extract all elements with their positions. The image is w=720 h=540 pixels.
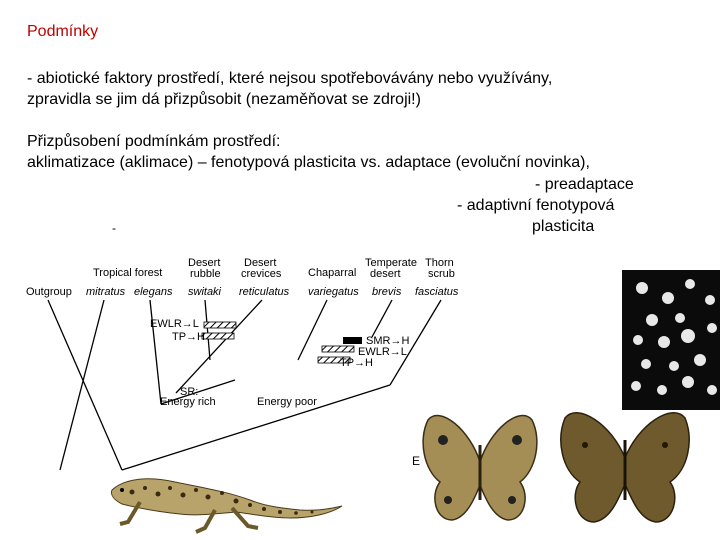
butterfly-dark-illustration <box>561 413 689 522</box>
habitat-label: Chaparral <box>308 267 357 279</box>
taxon-switaki: switaki <box>188 286 222 298</box>
stray-mark: - <box>112 221 116 235</box>
trait-bar-hatched <box>202 333 234 339</box>
habitat-tropical-forest <box>93 267 162 279</box>
energy-rich-label: Energy rich <box>160 396 216 408</box>
taxon-fasciatus: fasciatus <box>415 286 459 298</box>
list-item-adaptive-plasticity: - adaptivní fenotypová <box>457 197 615 214</box>
taxon-outgroup: Outgroup <box>26 286 72 298</box>
taxon-mitratus: mitratus <box>86 286 126 298</box>
slide-title: Podmínky <box>27 23 99 40</box>
taxon-variegatus: variegatus <box>308 286 359 298</box>
trait-label: EWLR→L <box>150 318 199 330</box>
trait-label: EWLR→L <box>358 346 407 358</box>
dot-pattern <box>622 270 720 410</box>
trait-label: SMR→H <box>366 335 410 347</box>
habitat-desert-rubble: Desert rubble <box>188 257 221 280</box>
text-line: - abiotické faktory prostředí, které nejsou spotřebovávány nebo využívány, <box>27 70 553 87</box>
list-item-preadaptation: - preadaptace <box>535 176 634 193</box>
stray-mark: E <box>412 454 421 468</box>
trait-label: TP→H <box>172 331 205 343</box>
butterfly-light-illustration <box>423 416 537 520</box>
taxon-elegans: elegans <box>134 286 173 298</box>
text-line: zpravidla se jim dá přizpůsobit (nezaměňovat se zdroji!) <box>27 91 421 108</box>
dot-pattern-image <box>622 270 720 410</box>
taxon-brevis: brevis <box>372 286 402 298</box>
habitat-temperate-desert: Temperate desert <box>365 257 417 280</box>
habitat-thorn-scrub: Thorn scrub <box>425 257 455 280</box>
habitat-chaparral <box>308 267 356 279</box>
habitat-label: Tropical forest <box>93 267 163 279</box>
tree-branches <box>48 300 441 470</box>
trait-label: TP→H <box>340 357 373 369</box>
trait-bar-hatched <box>322 346 354 352</box>
trait-bar-solid <box>343 337 362 344</box>
text-line: aklimatizace (aklimace) – fenotypová plasticita vs. adaptace (evoluční novinka), <box>27 154 590 171</box>
gecko-illustration <box>111 479 342 532</box>
energy-poor-label: Energy poor <box>257 396 317 408</box>
habitat-desert-crevices: Desert crevices <box>241 257 282 280</box>
sr-label: SR: <box>180 386 199 398</box>
list-item-plasticity-cont: plasticita <box>532 218 595 235</box>
trait-bar-hatched <box>204 322 236 328</box>
taxon-reticulatus: reticulatus <box>239 286 290 298</box>
text-line: Přizpůsobení podmínkám prostředí: <box>27 133 281 150</box>
